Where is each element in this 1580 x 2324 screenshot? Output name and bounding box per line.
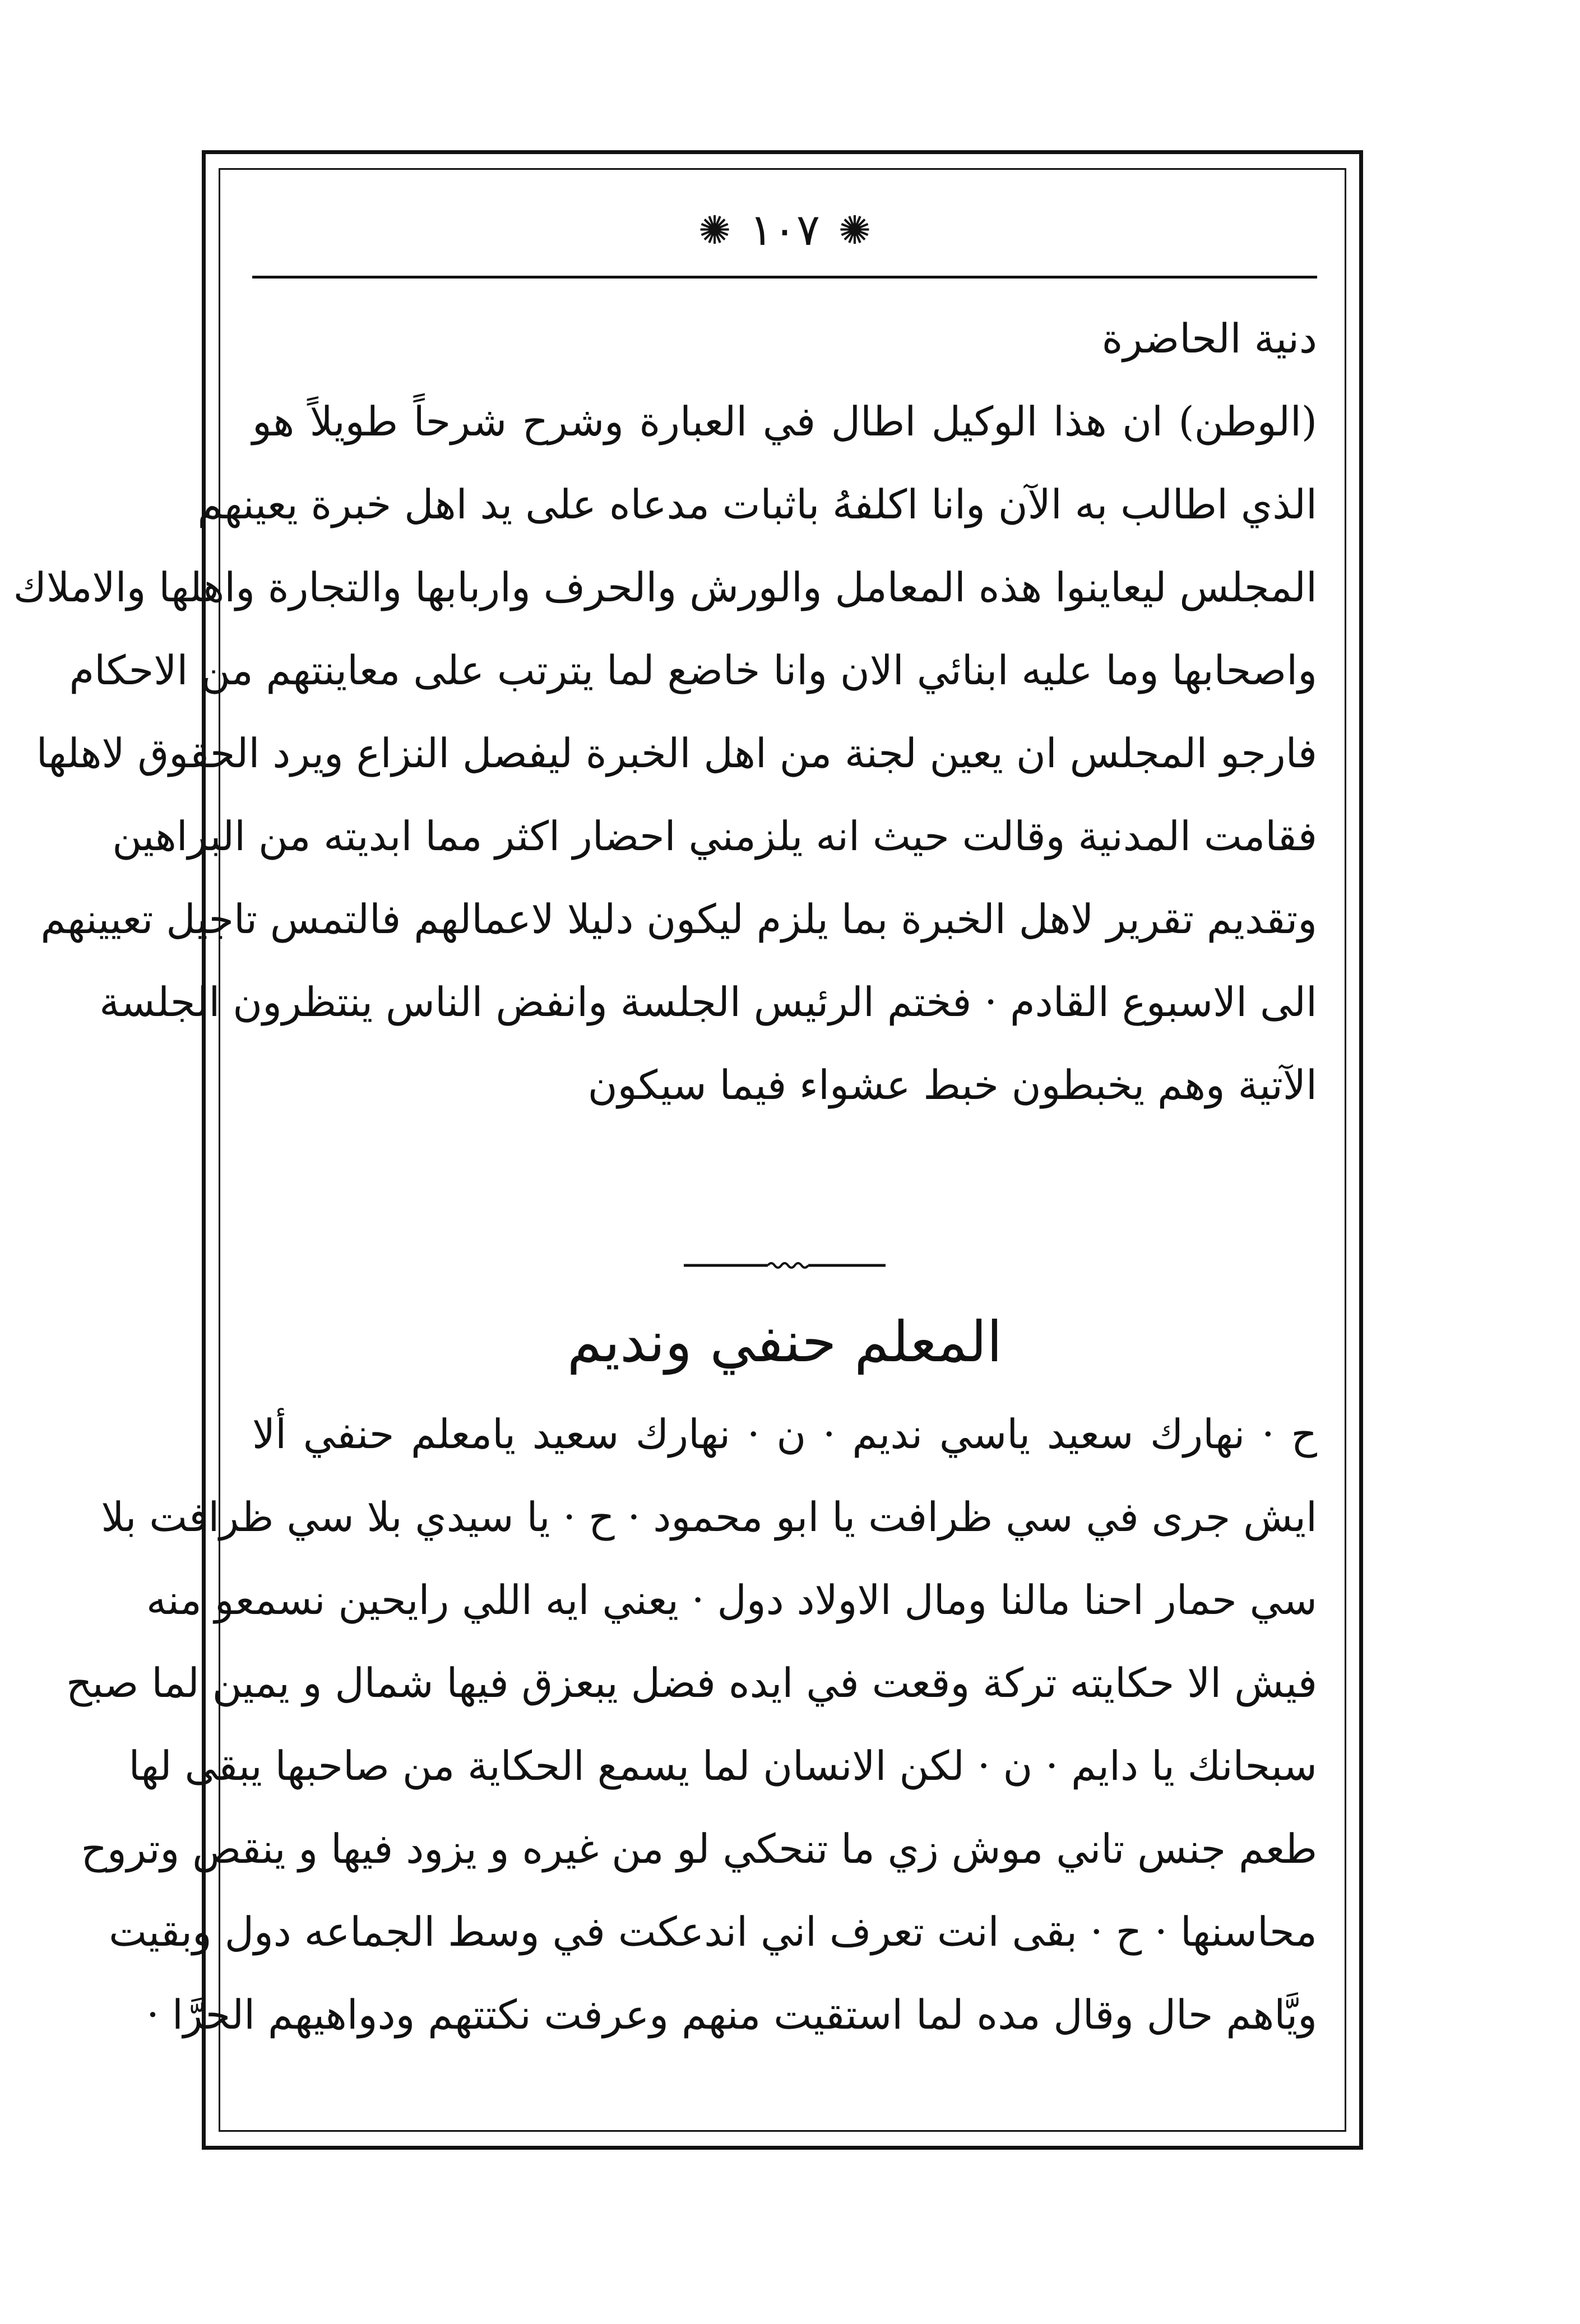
- text-line: الذي اطالب به الآن وانا اكلفهُ باثبات مدعاه على يد اهل خبرة يعينهم: [197, 481, 1317, 528]
- text-line: واصحابها وما عليه ابنائي الان وانا خاضع لما يترتب على معاينتهم من الاحكام: [69, 647, 1317, 694]
- text-line: وتقديم تقرير لاهل الخبرة بما يلزم ليكون دليلا لاعمالهم فالتمس تاجيل تعيينهم: [40, 896, 1317, 943]
- text-line: فيش الا حكايته تركة وقعت في ايده فضل يبعزق فيها شمال و يمين لما صبح: [66, 1659, 1317, 1706]
- text-line: دنية الحاضرة: [1101, 315, 1317, 362]
- text-line: طعم جنس تاني موش زي ما تنحكي لو من غيره و يزود فيها و ينقص وتروح: [81, 1825, 1317, 1872]
- header-rule: [252, 276, 1317, 279]
- text-line: ويَّاهم حال وقال مده لما استقيت منهم وعرفت نكتتهم ودواهيهم الحرَّا ·: [146, 1991, 1317, 2038]
- ornament-right-icon: ✺: [698, 207, 731, 253]
- text-line: (الوطن) ان هذا الوكيل اطال في العبارة وشرح شرحاً طويلاً هو: [252, 398, 1317, 445]
- page-number: ١٠٧: [749, 205, 820, 256]
- text-line: ايش جرى في سي ظرافت يا ابو محمود · ح · يا سيدي بلا سي ظرافت بلا: [101, 1493, 1317, 1541]
- text-line: الآتية وهم يخبطون خبط عشواء فيما سيكون: [587, 1061, 1317, 1108]
- section-court-text: [13, 297, 1317, 1126]
- ornament-left-icon: ✺: [838, 207, 872, 253]
- text-line: ح · نهارك سعيد ياسي نديم · ن · نهارك سعيد يامعلم حنفي ألا: [252, 1411, 1317, 1458]
- text-line: سي حمار احنا مالنا ومال الاولاد دول · يعني ايه اللي رايحين نسمعو منه: [146, 1576, 1317, 1623]
- text-line: المجلس ليعاينوا هذه المعامل والورش والحرف واربابها والتجارة واهلها والاملاك: [13, 564, 1317, 611]
- section-divider: [684, 1260, 886, 1271]
- page-header: [252, 196, 1317, 261]
- text-line: محاسنها · ح · بقى انت تعرف اني اندعكت في وسط الجماعه دول وبقيت: [109, 1908, 1317, 1955]
- text-line: الى الاسبوع القادم · فختم الرئيس الجلسة وانفض الناس ينتظرون الجلسة: [99, 978, 1317, 1026]
- section-dialogue-text: [66, 1393, 1317, 2056]
- text-line: فارجو المجلس ان يعين لجنة من اهل الخبرة ليفصل النزاع ويرد الحقوق لاهلها: [36, 730, 1317, 777]
- text-line: فقامت المدنية وقالت حيث انه يلزمني احضار اكثر مما ابديته من البراهين: [112, 813, 1317, 860]
- text-line: سبحانك يا دايم · ن · لكن الانسان لما يسمع الحكاية من صاحبها يبقى لها: [128, 1742, 1317, 1789]
- section-heading: المعلم حنفي ونديم: [567, 1309, 1003, 1375]
- page-content: [13, 179, 1317, 2107]
